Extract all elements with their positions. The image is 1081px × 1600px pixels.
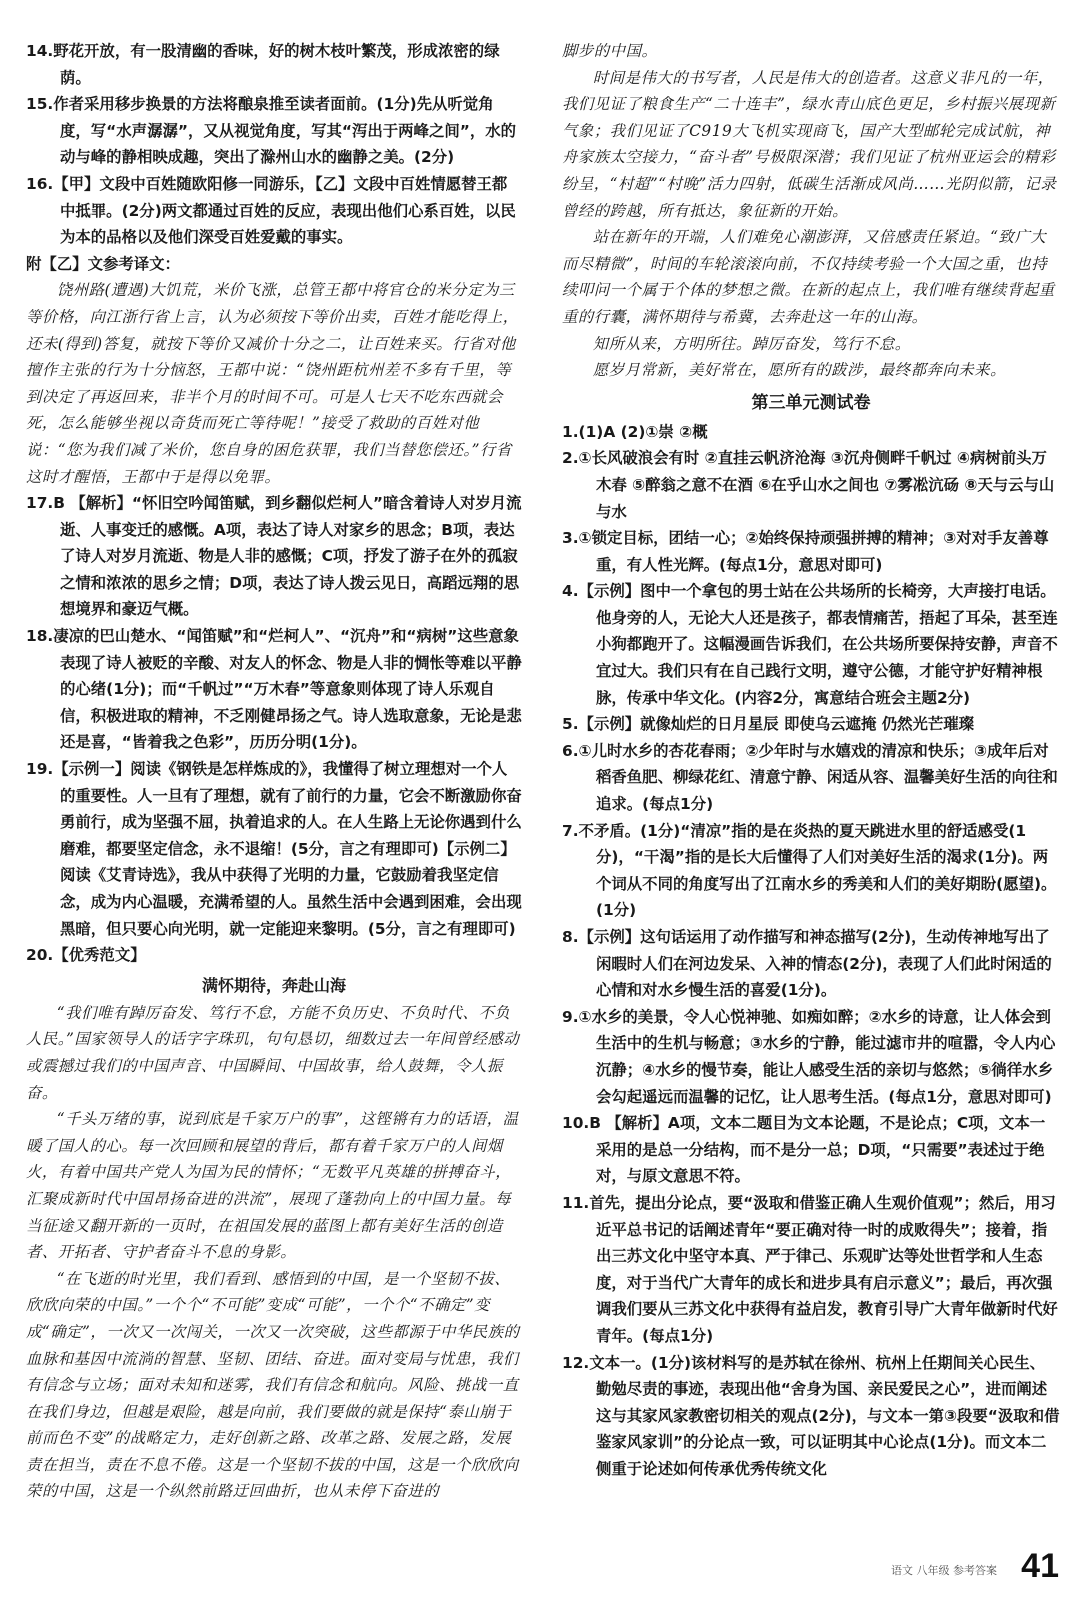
answer-19: 19.【示例一】阅读《钢铁是怎样炼成的》，我懂得了树立理想对一个人的重要性。人一旦有了理想，就有了前行的力量，它会不断激励你奋勇前行，成为坚强不屈，执着追求的人。在人生路上无论你遇到什么磨难，都要坚定信念，永不退缩！(5分，言之有理即可)【示例二】阅读《艾青诗选》，我从中获得了光明的力量，它鼓励着我坚定信念，成为内心温暖，充满希望的人。虽然生活中会遇到困难，会出现黑暗，但只要心向光明，就一定能迎来黎明。(5分，言之有理即可) xyxy=(26,760,522,938)
essay-paragraph-7: 愿岁月常新，美好常在，愿所有的跋涉，最终都奔向未来。 xyxy=(592,361,1006,380)
unit3-answer-12: 12.文本一。(1分)该材料写的是苏轼在徐州、杭州上任期间关心民生、勤勉尽责的事迹，表现出他“舍身为国、亲民爱民之心”，进而阐述这与其家风家教密切相关的观点(2分)，与文本一第③段要“汲取和借鉴家风家训”的分论点一致，可以证明其中心论点(1分)。而文本二侧重于论述如何传承优秀传统文化 xyxy=(562,1353,1060,1478)
essay-paragraph-3-continued: 脚步的中国。 xyxy=(562,42,658,60)
appendix-title: 附【乙】文参考译文： xyxy=(26,254,180,273)
unit3-answer-6: 6.①儿时水乡的杏花春雨；②少年时与水嬉戏的清凉和快乐；③成年后对稻香鱼肥、柳绿花红、清意宁静、闲适从容、温馨美好生活的向往和追求。(每点1分) xyxy=(562,741,1058,814)
unit3-answer-9: 9.①水乡的美景，令人心悦神驰、如痴如醉；②水乡的诗意，让人体会到生活中的生机与畅意；③水乡的宁静，能过滤市井的喧嚣，令人内心沉静；④水乡的慢节奏，能让人感受生活的亲切与悠然；⑤徜徉水乡会勾起遥远而温馨的记忆，让人思考生活。(每点1分，意思对即可) xyxy=(562,1007,1056,1106)
unit3-answer-11: 11.首先，提出分论点，要“汲取和借鉴正确人生观价值观”；然后，用习近平总书记的话阐述青年“要正确对待一时的成败得失”；接着，指出三苏文化中坚守本真、严于律己、乐观旷达等处世哲学和人生态度，对于当代广大青年的成长和进步具有启示意义”；最后，再次强调我们要从三苏文化中获得有益启发，教育引导广大青年做新时代好青年。(每点1分) xyxy=(562,1193,1058,1345)
answer-14: 14.野花开放，有一股清幽的香味，好的树木枝叶繁茂，形成浓密的绿荫。 xyxy=(26,42,500,87)
page-number: 41 xyxy=(1021,1547,1059,1585)
unit3-answer-1: 1.(1)A (2)①崇 ②概 xyxy=(562,422,708,441)
unit3-answer-10: 10.B 【解析】A项，文本二题目为文本论题，不是论点；C项，文本一采用的是总一分结构，而不是分一总；D项，“只需要”表述过于绝对，与原文意思不符。 xyxy=(562,1114,1046,1186)
unit3-answer-7: 7.不矛盾。(1分)“清凉”指的是在炎热的夏天跳进水里的舒适感受(1分)，“干渴”指的是长大后懂得了人们对美好生活的渴求(1分)。两个词从不同的角度写出了江南水乡的秀美和人们的美好期盼(愿望)。(1分) xyxy=(562,821,1057,920)
answer-17: 17.B 【解析】“怀旧空吟闻笛赋，到乡翻似烂柯人”暗含着诗人对岁月流逝、人事变迁的感慨。A项，表达了诗人对家乡的思念；B项，表达了诗人对岁月流逝、物是人非的感慨；C项，抒发了游子在外的孤寂之情和浓浓的思乡之情；D项，表达了诗人拨云见日，高蹈远翔的思想境界和豪迈气概。 xyxy=(26,494,522,619)
essay-paragraph-1: “我们唯有踔厉奋发、笃行不怠，方能不负历史、不负时代、不负人民。”国家领导人的话字字珠玑，句句恳切，细数过去一年间曾经感动或震撼过我们的中国声音、中国瞬间、中国故事，给人鼓舞，令人振奋。 xyxy=(26,1003,520,1102)
footer-label: 语文 八年级 参考答案 xyxy=(891,1564,997,1577)
section-title: 第三单元测试卷 xyxy=(751,392,871,413)
unit3-answer-3: 3.①锁定目标，团结一心；②始终保持顽强拼搏的精神；③对对手友善尊重，有人性光辉。(每点1分，意思对即可) xyxy=(562,529,1049,574)
unit3-answer-4: 4.【示例】图中一个拿包的男士站在公共场所的长椅旁，大声接打电话。他身旁的人，无论大人还是孩子，都表情痛苦，捂起了耳朵，甚至连小狗都跑开了。这幅漫画告诉我们，在公共场所要保持安静，声音不宜过大。我们只有在自己践行文明，遵守公德，才能守护好精神根脉，传承中华文化。(内容2分，寓意结合班会主题2分) xyxy=(562,582,1058,707)
essay-paragraph-2: “千头万绪的事，说到底是千家万户的事”，这铿锵有力的话语，温暖了国人的心。每一次回顾和展望的背后，都有着千家万户的人间烟火，有着中国共产党人为国为民的情怀；“无数平凡英雄的拼搏奋斗，汇聚成新时代中国昂扬奋进的洪流”，展现了蓬勃向上的中国力量。每当征途又翻开新的一页时，在祖国发展的蓝图上都有美好生活的创造者、开拓者、守护者奋斗不息的身影。 xyxy=(26,1110,519,1262)
answer-18: 18.凄凉的巴山楚水、“闻笛赋”和“烂柯人”、“沉舟”和“病树”这些意象表现了诗人被贬的辛酸、对友人的怀念、物是人非的惆怅等难以平静的心绪(1分)；而“千帆过”“万木春”等意象则体现了诗人乐观自信，积极进取的精神，不乏刚健昂扬之气。诗人选取意象，无论是悲还是喜，“皆着我之色彩”，历历分明(1分)。 xyxy=(26,627,522,752)
answer-20: 20.【优秀范文】 xyxy=(26,946,146,965)
unit3-answer-8: 8.【示例】这句话运用了动作描写和神态描写(2分)，生动传神地写出了闲暇时人们在河边发呆、入神的情态(2分)，表现了人们此时闲适的心情和对水乡慢生活的喜爱(1分)。 xyxy=(562,928,1052,1000)
unit3-answer-5: 5.【示例】就像灿烂的日月星辰 即使乌云遮掩 仍然光芒璀璨 xyxy=(562,715,975,734)
essay-paragraph-4: 时间是伟大的书写者，人民是伟大的创造者。这意义非凡的一年，我们见证了粮食生产“二十连丰”，绿水青山底色更足，乡村振兴展现新气象；我们见证了C919大飞机实现商飞，国产大型邮轮完成试航，神舟家族太空接力，“奋斗者”号极限深潜；我们见证了杭州亚运会的精彩纷呈，“村超”“村晚”活力四射，低碳生活渐成风尚……光阴似箭，记录曾经的跨越，所有抵达，象征新的开始。 xyxy=(562,68,1057,220)
right-column xyxy=(562,38,1060,1482)
essay-paragraph-5: 站在新年的开端，人们难免心潮澎湃，又倍感责任紧迫。“致广大而尽精微”，时间的车轮滚滚向前，不仅持续考验一个大国之重，也持续叩问一个属于个体的梦想之微。在新的起点上，我们唯有继续背起重重的行囊，满怀期待与希冀，去奔赴这一年的山海。 xyxy=(562,228,1055,326)
essay-paragraph-3: “在飞逝的时光里，我们看到、感悟到的中国，是一个坚韧不拔、欣欣向荣的中国。”一个个“不可能”变成“可能”，一个个“不确定”变成“确定”，一次又一次闯关，一次又一次突破，这些都源于中华民族的血脉和基因中流淌的智慧、坚韧、团结、奋进。面对变局与忧患，我们有信念与立场；面对未知和迷雾，我们有信念和航向。风险、挑战一直在我们身边，但越是艰险，越是向前，我们要做的就是保持“泰山崩于前而色不变”的战略定力，走好创新之路、改革之路、发展之路，发展责在担当，责在不息不倦。这是一个坚韧不拔的中国，这是一个欣欣向荣的中国，这是一个纵然前路迂回曲折，也从未停下奋进的 xyxy=(26,1269,520,1501)
unit3-answer-2: 2.①长风破浪会有时 ②直挂云帆济沧海 ③沉舟侧畔千帆过 ④病树前头万木春 ⑤醉翁之意不在酒 ⑥在乎山水之间也 ⑦雾凇沆砀 ⑧天与云与山与水 xyxy=(562,449,1055,521)
answer-16: 16.【甲】文段中百姓随欧阳修一同游乐，【乙】文段中百姓情愿替王都中抵罪。(2分)两文都通过百姓的反应，表现出他们心系百姓，以民为本的品格以及他们深受百姓爱戴的事实。 xyxy=(26,174,516,247)
appendix-translation: 饶州路(遭遇)大饥荒，米价飞涨，总管王都中将官仓的米分定为三等价格，向江浙行省上言，认为必须按下等价出卖，百姓才能吃得上，还未(得到)答复，就按下等价又减价十分之二，让百姓来买。行省对他擅作主张的行为十分恼怒，王都中说：“饶州距杭州差不多有千里，等到决定了再返回来，非半个月的时间不可。可是人七天不吃东西就会死，怎么能够坐视以奇货而死亡等待呢！”接受了救助的百姓对他说：“您为我们减了米价，您自身的困危获罪，我们当替您偿还。”行省这时才醒悟，王都中于是得以免罪。 xyxy=(26,281,519,486)
essay-title: 满怀期待，奔赴山海 xyxy=(201,975,346,995)
answer-15: 15.作者采用移步换景的方法将酿泉推至读者面前。(1分)先从听觉角度，写“水声潺潺”，又从视觉角度，写其“泻出于两峰之间”，水的动与峰的静相映成趣，突出了滁州山水的幽静之美。(2分) xyxy=(26,95,517,167)
left-column xyxy=(26,38,522,1505)
essay-paragraph-6: 知所从来，方明所往。踔厉奋发，笃行不怠。 xyxy=(592,334,911,353)
